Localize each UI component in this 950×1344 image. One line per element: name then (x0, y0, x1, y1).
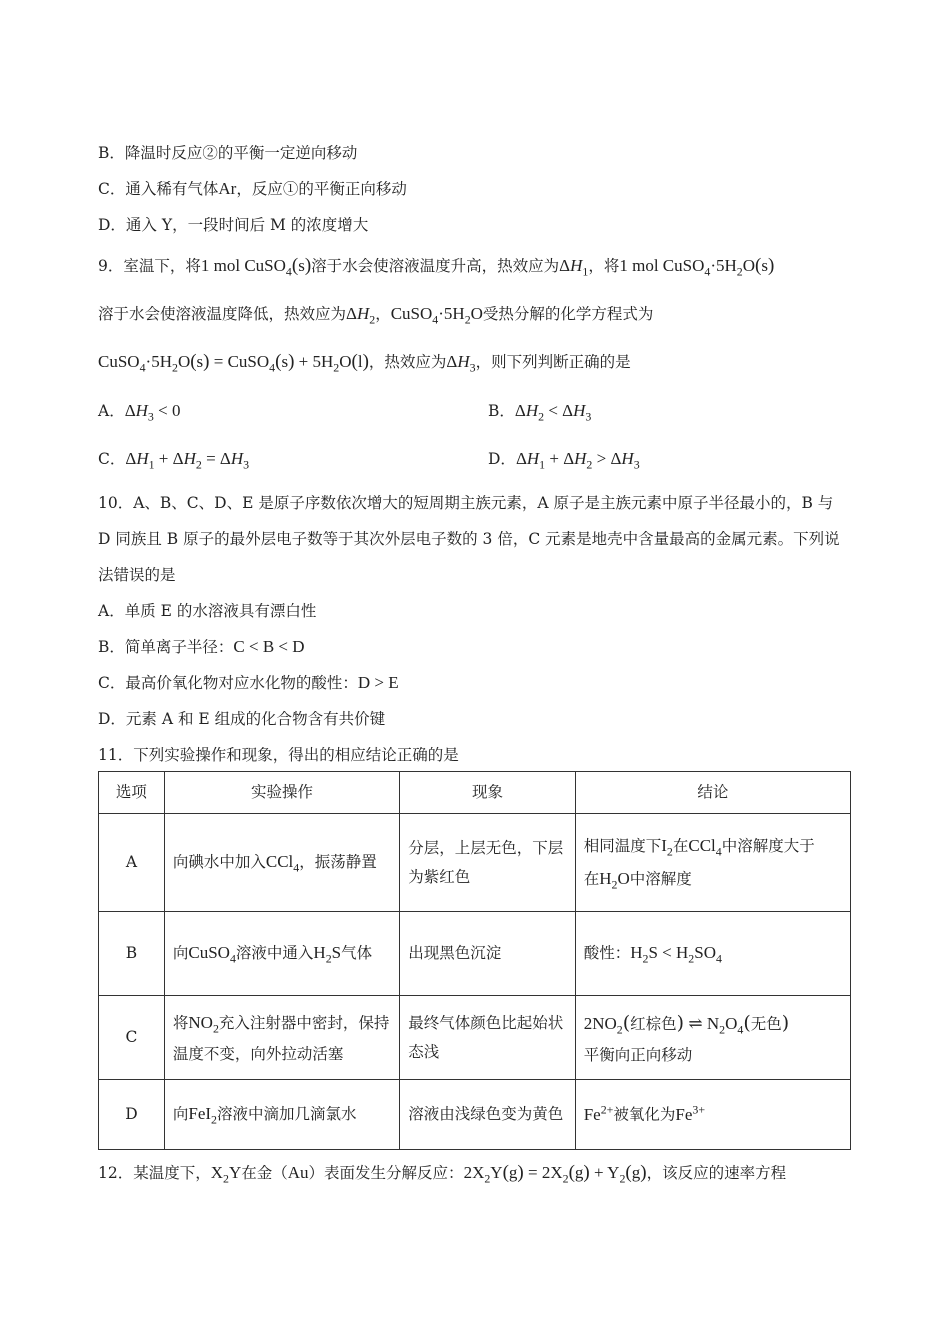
row-c-phenomenon: 最终气体颜色比起始状态浅 (400, 996, 576, 1080)
row-c-operation: 将$NO_2$充入注射器中密封，保持温度不变，向外拉动活塞 (164, 996, 399, 1080)
q10-option-a: A．单质 E 的水溶液具有漂白性 (98, 602, 317, 620)
row-d-operation: 向FeI$_2$溶液中滴加几滴氯水 (164, 1080, 399, 1150)
q8-option-d: D．通入 Y，一段时间后 M 的浓度增大 (98, 216, 369, 234)
header-option: 选项 (99, 772, 165, 814)
q10-option-b: B．简单离子半径：C < B < D (98, 637, 305, 656)
row-d-option: D (99, 1080, 165, 1150)
row-b-operation: 向CuSO$_4$溶液中通入$H_2S$气体 (164, 912, 399, 996)
q9-option-d: D．$\Delta H_1 + \Delta H_2 > \Delta H_3$ (488, 449, 640, 472)
q9-option-a: A．$\Delta H_3 < 0$ (98, 401, 181, 424)
q9-line-1: 9．室温下，将1 mol CuSO$_4$(s)溶于水会使溶液温度升高，热效应为$\Delta H_1$，将1 mol $CuSO_4\cdot 5H_2O(s)$ (98, 255, 775, 279)
experiment-table (98, 771, 851, 1150)
q9-option-b: B．$\Delta H_2 < \Delta H_3$ (488, 401, 592, 424)
row-c-conclusion: $2NO_2$(红棕色) ⇌ $N_2O_4$(无色) 平衡向正向移动 (575, 996, 850, 1080)
q11-stem: 11．下列实验操作和现象，得出的相应结论正确的是 (98, 746, 459, 764)
table-row (99, 912, 851, 996)
q8-option-b: B．降温时反应②的平衡一定逆向移动 (98, 144, 358, 162)
q10-line-1: 10．A、B、C、D、E 是原子序数依次增大的短周期主族元素，A 原子是主族元素中原子半径最小的，B 与 (98, 494, 834, 512)
row-a-conclusion: 相同温度下$I_2$在CCl$_4$中溶解度大于 在$H_2O$中溶解度 (575, 814, 850, 912)
header-operation: 实验操作 (164, 772, 399, 814)
row-b-option: B (99, 912, 165, 996)
header-conclusion: 结论 (575, 772, 850, 814)
q10-line-3: 法错误的是 (98, 566, 176, 584)
row-c-option: C (99, 996, 165, 1080)
row-a-phenomenon: 分层，上层无色，下层为紫红色 (400, 814, 576, 912)
q9-option-c: C．$\Delta H_1 + \Delta H_2 = \Delta H_3$ (98, 449, 250, 472)
q10-option-d: D．元素 A 和 E 组成的化合物含有共价键 (98, 710, 386, 728)
q12-stem: 12．某温度下，$X_2Y$在金（Au）表面发生分解反应：$2X_2Y(g) = 2X_2(g) + Y_2(g)$，该反应的速率方程 (98, 1162, 787, 1186)
q8-option-c: C．通入稀有气体Ar，反应①的平衡正向移动 (98, 179, 407, 198)
q9-line-3: $CuSO_4\cdot 5H_2O(s)$ = CuSO$_4$(s) + $5H_2O(l)$，热效应为$\Delta H_3$，则下列判断正确的是 (98, 351, 631, 375)
row-d-phenomenon: 溶液由浅绿色变为黄色 (400, 1080, 576, 1150)
q10-line-2: D 同族且 B 原子的最外层电子数等于其次外层电子数的 3 倍，C 元素是地壳中含量最高的金属元素。下列说 (98, 530, 840, 548)
table-header-row (99, 772, 851, 814)
table-row (99, 814, 851, 912)
header-phenomenon: 现象 (400, 772, 576, 814)
row-b-conclusion: 酸性：$H_2S < H_2SO_4$ (575, 912, 850, 996)
row-b-phenomenon: 出现黑色沉淀 (400, 912, 576, 996)
row-d-conclusion: $Fe^{2+}$被氧化为$Fe^{3+}$ (575, 1080, 850, 1150)
table-row (99, 996, 851, 1080)
row-a-option: A (99, 814, 165, 912)
q9-line-2: 溶于水会使溶液温度降低，热效应为$\Delta H_2$，$CuSO_4\cdot 5H_2O$受热分解的化学方程式为 (98, 304, 654, 327)
table-row (99, 1080, 851, 1150)
row-a-operation: 向碘水中加入CCl$_4$，振荡静置 (164, 814, 399, 912)
q10-option-c: C．最高价氧化物对应水化物的酸性：D > E (98, 673, 399, 692)
